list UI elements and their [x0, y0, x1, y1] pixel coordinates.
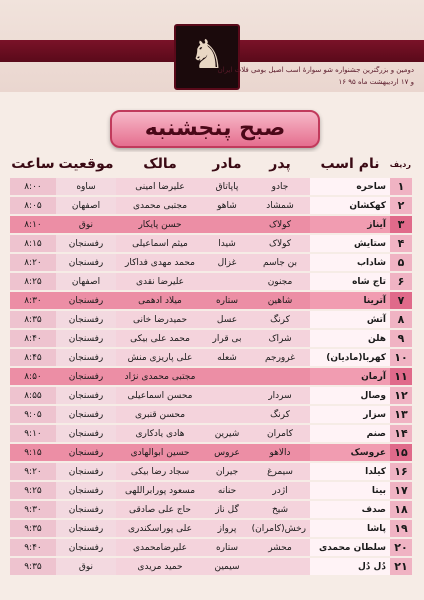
cell-father-name: کولاک	[250, 216, 310, 233]
column-header-row-number: ردیف	[390, 152, 412, 176]
cell-owner-name: محمد مهدی فداکار	[116, 254, 204, 271]
cell-owner-name: مجتبی محمدی نژاد	[116, 368, 204, 385]
cell-location: اصفهان	[56, 273, 116, 290]
cell-father-name: دالاهو	[250, 444, 310, 461]
cell-time: ۹:۲۵	[10, 482, 56, 499]
cell-mother-name: ستاره	[204, 539, 250, 556]
cell-owner-name: حاج علی صادقی	[116, 501, 204, 518]
horse-head-icon: ♞	[174, 24, 240, 90]
cell-horse-name: ساحره	[310, 178, 390, 195]
table-row	[10, 311, 412, 328]
cell-mother-name	[204, 387, 250, 404]
table-row	[10, 197, 412, 214]
cell-mother-name: ستاره	[204, 292, 250, 309]
cell-owner-name: علیرضا نقدی	[116, 273, 204, 290]
cell-location: اصفهان	[56, 197, 116, 214]
cell-location: رفسنجان	[56, 368, 116, 385]
page-title: صبح پنجشنبه	[110, 110, 320, 148]
table-row	[10, 387, 412, 404]
cell-mother-name: حنانه	[204, 482, 250, 499]
cell-owner-name: محمد علی بیکی	[116, 330, 204, 347]
cell-mother-name: جیران	[204, 463, 250, 480]
cell-horse-name: سلطان محمدی	[310, 539, 390, 556]
cell-father-name: جادو	[250, 178, 310, 195]
cell-owner-name: میثم اسماعیلی	[116, 235, 204, 252]
cell-location: رفسنجان	[56, 482, 116, 499]
cell-row-number: ۱۴	[390, 425, 412, 442]
column-header-time: ساعت	[10, 152, 56, 176]
table-row	[10, 520, 412, 537]
cell-horse-name: صدف	[310, 501, 390, 518]
cell-horse-name: عروسک	[310, 444, 390, 461]
cell-time: ۹:۱۰	[10, 425, 56, 442]
cell-time: ۸:۴۰	[10, 330, 56, 347]
cell-mother-name: شیرین	[204, 425, 250, 442]
cell-horse-name: تاج شاه	[310, 273, 390, 290]
table-row	[10, 539, 412, 556]
cell-time: ۸:۱۵	[10, 235, 56, 252]
cell-horse-name: آتش	[310, 311, 390, 328]
cell-row-number: ۲	[390, 197, 412, 214]
cell-mother-name: شیدا	[204, 235, 250, 252]
cell-time: ۹:۳۰	[10, 501, 56, 518]
cell-row-number: ۱۲	[390, 387, 412, 404]
cell-location: رفسنجان	[56, 349, 116, 366]
cell-horse-name: آیناز	[310, 216, 390, 233]
cell-row-number: ۷	[390, 292, 412, 309]
cell-time: ۹:۳۵	[10, 520, 56, 537]
cell-horse-name: سزار	[310, 406, 390, 423]
cell-row-number: ۳	[390, 216, 412, 233]
cell-horse-name: وصال	[310, 387, 390, 404]
header-subtitle: دومین و بزرگترین جشنواره شو سوارهٔ اسب اصیل بومی فلات ایران	[217, 66, 414, 74]
table-row	[10, 444, 412, 461]
table-row	[10, 501, 412, 518]
cell-time: ۸:۱۰	[10, 216, 56, 233]
cell-father-name: کرنگ	[250, 406, 310, 423]
cell-father-name: محشر	[250, 539, 310, 556]
cell-location: رفسنجان	[56, 425, 116, 442]
cell-owner-name: علی پاریزی منش	[116, 349, 204, 366]
cell-horse-name: صنم	[310, 425, 390, 442]
cell-owner-name: علیرضامحمدی	[116, 539, 204, 556]
cell-time: ۹:۳۵	[10, 558, 56, 575]
cell-owner-name: محسن قنبری	[116, 406, 204, 423]
cell-location: ساوه	[56, 178, 116, 195]
cell-horse-name: ستایش	[310, 235, 390, 252]
cell-owner-name: علیرضا امینی	[116, 178, 204, 195]
table-row	[10, 178, 412, 195]
cell-row-number: ۱۱	[390, 368, 412, 385]
cell-row-number: ۹	[390, 330, 412, 347]
table-row	[10, 292, 412, 309]
cell-mother-name: عسل	[204, 311, 250, 328]
cell-location: رفسنجان	[56, 254, 116, 271]
cell-time: ۸:۴۵	[10, 349, 56, 366]
cell-owner-name: علی پوراسکندری	[116, 520, 204, 537]
column-header-father: پدر	[250, 152, 310, 176]
table-row	[10, 463, 412, 480]
cell-father-name: غرورجم	[250, 349, 310, 366]
cell-father-name: شیخ	[250, 501, 310, 518]
cell-mother-name: شاهو	[204, 197, 250, 214]
cell-owner-name: میلاد ادهمی	[116, 292, 204, 309]
cell-mother-name	[204, 368, 250, 385]
cell-mother-name: پرواز	[204, 520, 250, 537]
cell-horse-name: کهکشان	[310, 197, 390, 214]
cell-father-name: کامران	[250, 425, 310, 442]
cell-father-name: رخش(کامران)	[250, 520, 310, 537]
cell-row-number: ۱۵	[390, 444, 412, 461]
cell-father-name: سیمرغ	[250, 463, 310, 480]
cell-location: رفسنجان	[56, 501, 116, 518]
cell-father-name: کرنگ	[250, 311, 310, 328]
schedule-table	[10, 150, 412, 577]
cell-location: رفسنجان	[56, 444, 116, 461]
table-row	[10, 425, 412, 442]
cell-location: رفسنجان	[56, 463, 116, 480]
cell-owner-name: حسن پایکار	[116, 216, 204, 233]
cell-horse-name: شاداب	[310, 254, 390, 271]
table-row	[10, 406, 412, 423]
cell-row-number: ۱۳	[390, 406, 412, 423]
cell-father-name: سردار	[250, 387, 310, 404]
cell-father-name: مجنون	[250, 273, 310, 290]
cell-row-number: ۲۰	[390, 539, 412, 556]
cell-location: رفسنجان	[56, 387, 116, 404]
header-date: ۱۶ و ۱۷ اردیبهشت ماه ۹۵	[338, 78, 414, 86]
cell-horse-name: کهربا(مادیان)	[310, 349, 390, 366]
cell-horse-name: آرمان	[310, 368, 390, 385]
cell-owner-name: حسین ابوالهادی	[116, 444, 204, 461]
cell-owner-name: حمیدرضا خانی	[116, 311, 204, 328]
cell-owner-name: حمید مریدی	[116, 558, 204, 575]
column-header-location: موقعیت	[56, 152, 116, 176]
cell-row-number: ۱۷	[390, 482, 412, 499]
cell-location: نوق	[56, 558, 116, 575]
cell-horse-name: کیلدا	[310, 463, 390, 480]
cell-location: رفسنجان	[56, 406, 116, 423]
cell-location: رفسنجان	[56, 235, 116, 252]
cell-time: ۹:۰۵	[10, 406, 56, 423]
cell-owner-name: محسن اسماعیلی	[116, 387, 204, 404]
table-row	[10, 216, 412, 233]
cell-horse-name: دُل دُل	[310, 558, 390, 575]
cell-father-name: شمشاد	[250, 197, 310, 214]
cell-father-name: شراک	[250, 330, 310, 347]
cell-time: ۹:۲۰	[10, 463, 56, 480]
cell-row-number: ۱۰	[390, 349, 412, 366]
table-row	[10, 482, 412, 499]
cell-mother-name	[204, 216, 250, 233]
cell-time: ۸:۲۰	[10, 254, 56, 271]
cell-father-name: شاهین	[250, 292, 310, 309]
cell-time: ۸:۰۰	[10, 178, 56, 195]
cell-horse-name: پاشا	[310, 520, 390, 537]
cell-row-number: ۸	[390, 311, 412, 328]
cell-horse-name: آترینا	[310, 292, 390, 309]
cell-time: ۸:۳۰	[10, 292, 56, 309]
cell-row-number: ۱۹	[390, 520, 412, 537]
cell-mother-name: پاپاتاق	[204, 178, 250, 195]
cell-row-number: ۵	[390, 254, 412, 271]
cell-location: رفسنجان	[56, 311, 116, 328]
table-row	[10, 235, 412, 252]
cell-father-name	[250, 368, 310, 385]
column-header-mother: مادر	[204, 152, 250, 176]
column-header-horse-name: نام اسب	[310, 152, 390, 176]
cell-row-number: ۴	[390, 235, 412, 252]
cell-father-name: اژدر	[250, 482, 310, 499]
table-row	[10, 349, 412, 366]
column-header-owner: مالک	[116, 152, 204, 176]
cell-owner-name: سجاد رضا بیکی	[116, 463, 204, 480]
cell-mother-name: گل ناز	[204, 501, 250, 518]
cell-owner-name: هادی یادکاری	[116, 425, 204, 442]
cell-location: رفسنجان	[56, 292, 116, 309]
cell-row-number: ۶	[390, 273, 412, 290]
cell-mother-name: سیمین	[204, 558, 250, 575]
cell-time: ۹:۴۰	[10, 539, 56, 556]
cell-location: رفسنجان	[56, 330, 116, 347]
cell-time: ۸:۲۵	[10, 273, 56, 290]
table-row	[10, 330, 412, 347]
cell-row-number: ۱۶	[390, 463, 412, 480]
cell-mother-name	[204, 406, 250, 423]
cell-mother-name	[204, 273, 250, 290]
cell-time: ۸:۰۵	[10, 197, 56, 214]
table-row	[10, 273, 412, 290]
cell-time: ۹:۱۵	[10, 444, 56, 461]
cell-row-number: ۱۸	[390, 501, 412, 518]
cell-location: رفسنجان	[56, 520, 116, 537]
table-header-row	[10, 152, 412, 176]
cell-mother-name: غزال	[204, 254, 250, 271]
table-row	[10, 254, 412, 271]
cell-father-name	[250, 558, 310, 575]
cell-location: رفسنجان	[56, 539, 116, 556]
cell-owner-name: مجتبی محمدی	[116, 197, 204, 214]
cell-owner-name: مسعود پورابراللهی	[116, 482, 204, 499]
cell-father-name: بن جاسم	[250, 254, 310, 271]
cell-horse-name: هلن	[310, 330, 390, 347]
table-row	[10, 558, 412, 575]
cell-father-name: کولاک	[250, 235, 310, 252]
cell-horse-name: بیتا	[310, 482, 390, 499]
cell-time: ۸:۳۵	[10, 311, 56, 328]
cell-time: ۸:۵۰	[10, 368, 56, 385]
cell-row-number: ۱	[390, 178, 412, 195]
cell-row-number: ۲۱	[390, 558, 412, 575]
cell-mother-name: بی قرار	[204, 330, 250, 347]
cell-mother-name: شعله	[204, 349, 250, 366]
cell-location: نوق	[56, 216, 116, 233]
cell-mother-name: عروس	[204, 444, 250, 461]
table-row	[10, 368, 412, 385]
cell-time: ۸:۵۵	[10, 387, 56, 404]
